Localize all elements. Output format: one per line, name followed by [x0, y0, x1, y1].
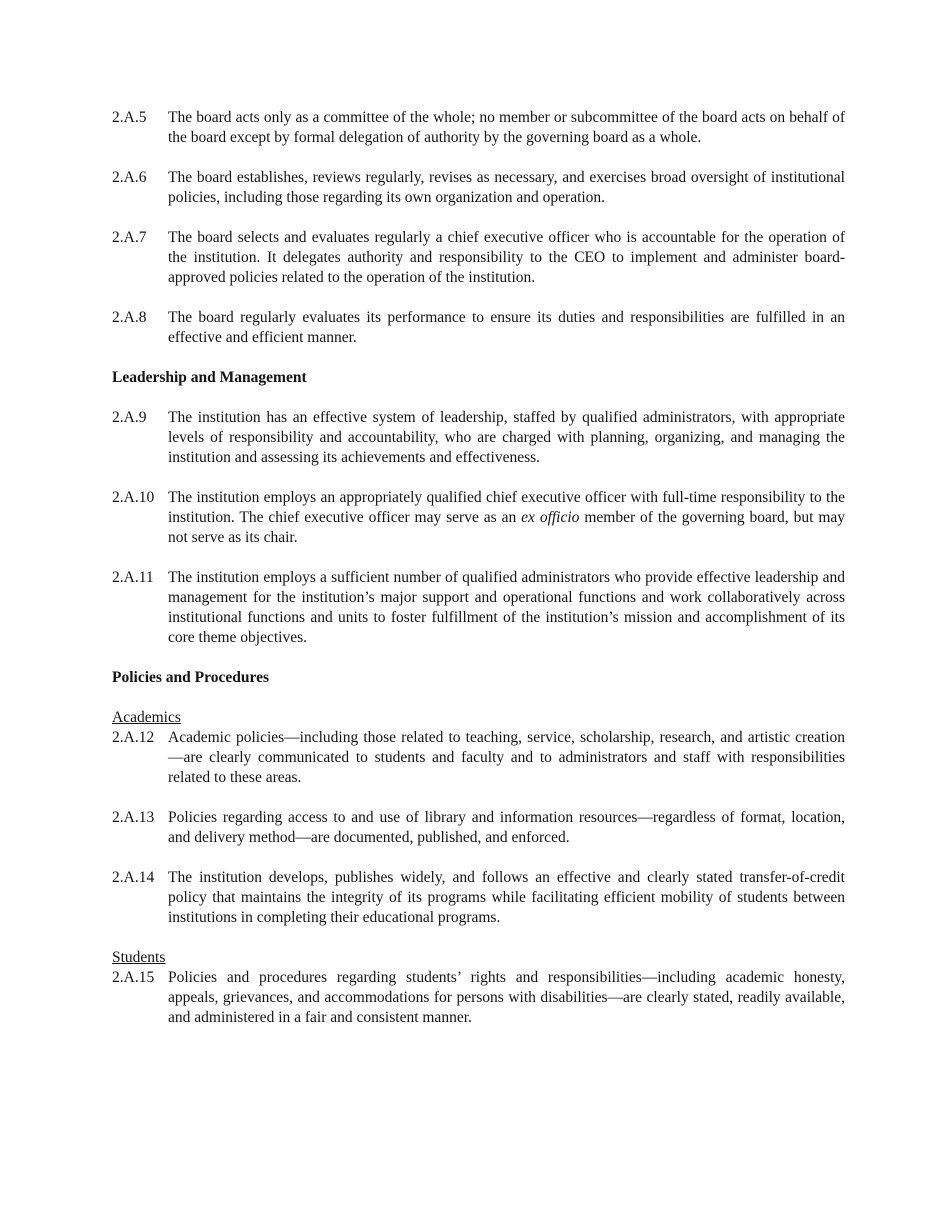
item-number: 2.A.15 — [112, 969, 155, 986]
item-text: The institution develops, publishes widely, and follows an effective and clearly stated transfer-of-credit policy that maintains the integrity of its programs while facilitating efficient mobility of students between institutions in completing their educational programs. — [168, 869, 845, 926]
item-text: Policies and procedures regarding students’ rights and responsibilities—including academic honesty, appeals, grievances, and accommodations for persons with disabilities—are clearly stated, readily available, and administered in a fair and consistent manner. — [168, 969, 845, 1026]
item-number: 2.A.13 — [112, 809, 155, 826]
standard-item-2a13 — [112, 808, 845, 848]
standard-item-2a6 — [112, 168, 845, 208]
item-text — [168, 488, 845, 548]
item-text: The board regularly evaluates its performance to ensure its duties and responsibilities are fulfilled in an effective and efficient manner. — [168, 309, 845, 346]
item-text: Policies regarding access to and use of library and information resources—regardless of format, location, and delivery method—are documented, published, and enforced. — [168, 809, 845, 846]
standard-item-2a15 — [112, 968, 845, 1028]
item-number: 2.A.10 — [112, 489, 155, 506]
item-text: The board selects and evaluates regularly a chief executive officer who is accountable for the operation of the institution. It delegates authority and responsibility to the CEO to implement and administer board-approved policies related to the operation of the institution. — [168, 229, 845, 286]
subsection-heading-academics: Academics — [112, 709, 181, 726]
subsection-heading-students: Students — [112, 949, 166, 966]
standard-item-2a5 — [112, 108, 845, 148]
standard-item-2a11 — [112, 568, 845, 648]
item-number: 2.A.8 — [112, 309, 147, 326]
section-heading-policies: Policies and Procedures — [112, 669, 269, 686]
standard-item-2a12 — [112, 728, 845, 788]
item-text: The institution has an effective system of leadership, staffed by qualified administrators, with appropriate levels of responsibility and accountability, who are charged with planning, organizing, and managing the institution and assessing its achievements and effectiveness. — [168, 409, 845, 466]
section-heading-leadership: Leadership and Management — [112, 369, 307, 386]
standard-item-2a10 — [112, 488, 845, 548]
item-number: 2.A.5 — [112, 109, 147, 126]
standard-item-2a7 — [112, 228, 845, 288]
item-text: The board acts only as a committee of the whole; no member or subcommittee of the board acts on behalf of the board except by formal delegation of authority by the governing board as a whole. — [168, 109, 845, 146]
item-text: Academic policies—including those related to teaching, service, scholarship, research, and artistic creation—are clearly communicated to students and faculty and to administrators and staff with responsibilities related to these areas. — [168, 729, 845, 786]
item-text-segment: member of the governing board, but may not serve as its chair. — [168, 509, 846, 546]
item-text-segment: The institution employs an appropriately qualified chief executive officer with full-time responsibility to the institution. The chief executive officer may serve as an — [168, 489, 845, 526]
item-number: 2.A.11 — [112, 569, 154, 586]
standard-item-2a8 — [112, 308, 845, 348]
item-text: The institution employs a sufficient number of qualified administrators who provide effective leadership and management for the institution’s major support and operational functions and work collaboratively across institutional functions and units to foster fulfillment of the institution’s mission and accomplishment of its core theme objectives. — [168, 569, 845, 646]
item-number: 2.A.7 — [112, 229, 147, 246]
standard-item-2a9 — [112, 408, 845, 468]
item-text: The board establishes, reviews regularly, revises as necessary, and exercises broad oversight of institutional policies, including those regarding its own organization and operation. — [168, 169, 845, 206]
item-number: 2.A.14 — [112, 869, 155, 886]
italic-phrase: ex officio — [521, 509, 580, 526]
item-number: 2.A.9 — [112, 409, 147, 426]
item-number: 2.A.6 — [112, 169, 147, 186]
standard-item-2a14 — [112, 868, 845, 928]
item-number: 2.A.12 — [112, 729, 155, 746]
